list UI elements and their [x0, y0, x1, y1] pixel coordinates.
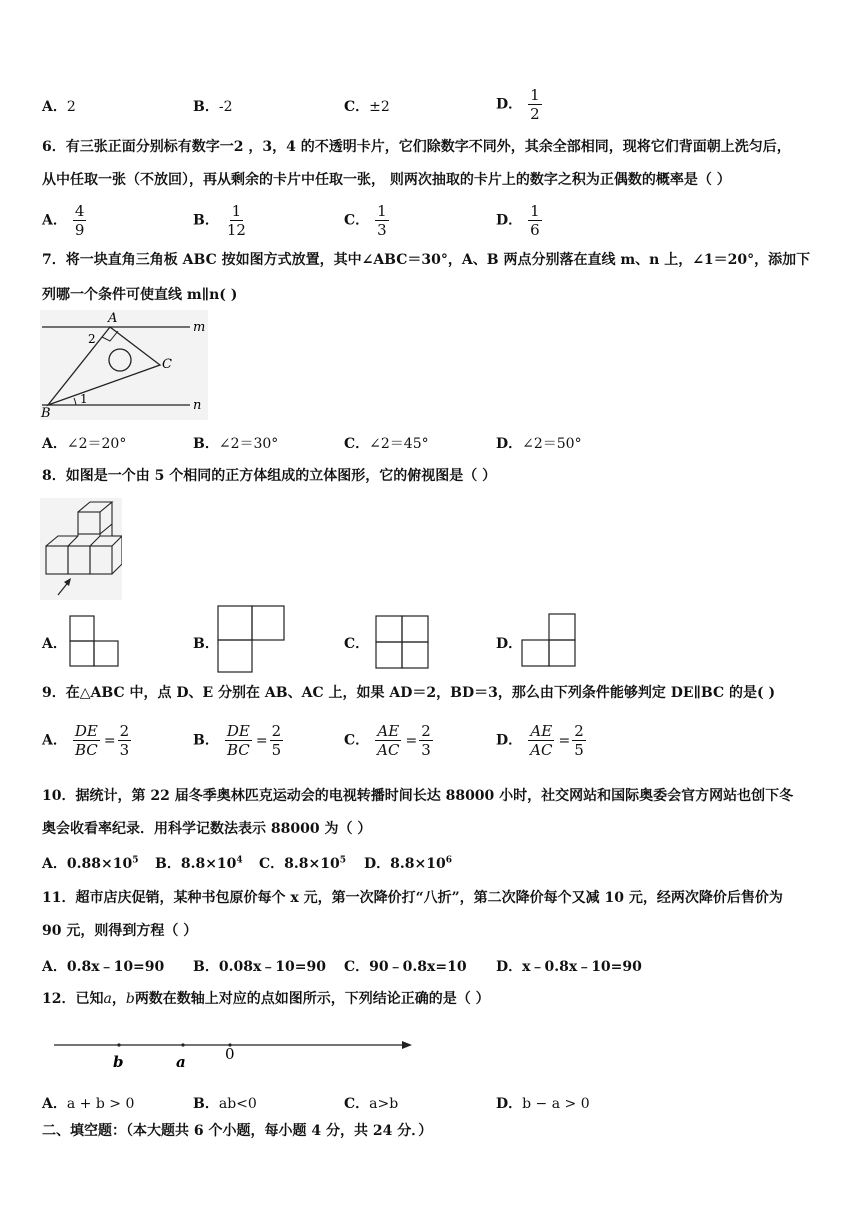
fraction: $\frac{AE}{AC}$ — [377, 722, 400, 759]
equation — [369, 722, 433, 759]
label-b: b — [113, 1053, 124, 1071]
fraction: $\frac{4}{9}$ — [74, 202, 85, 239]
fraction: $\frac{1}{12}$ — [226, 202, 246, 239]
square — [549, 614, 575, 640]
q8-option-d-figure — [520, 612, 578, 668]
square — [549, 640, 575, 666]
q12-option-c: C．a>b — [344, 1096, 399, 1112]
label-m: m — [193, 320, 206, 335]
label-b: B — [41, 406, 51, 421]
q12-number-line — [50, 1034, 420, 1074]
q9-option-d: D． $\frac{AE}{AC}$ = $\frac{2}{5}$ — [496, 722, 584, 759]
q8-option-c: C． — [344, 636, 370, 652]
fraction: $\frac{2}{5}$ — [271, 722, 282, 759]
square — [402, 642, 428, 668]
q11-option-a: A．0.8x﹣10=90 — [42, 959, 165, 975]
fraction: $\frac{1}{3}$ — [377, 202, 387, 239]
label-angle-2: 2 — [88, 332, 96, 346]
label-zero: 0 — [225, 1045, 235, 1063]
q10-text-line1: 10．据统计，第 22 届冬季奥林匹克运动会的电视转播时间长达 88000 小时，社交网站和国际奥委会官方网站也创下冬 — [42, 788, 794, 804]
square — [522, 640, 549, 666]
q6-text-line1: 6．有三张正面分别标有数字一2 ，3，4 的不透明卡片，它们除数字不同外，其余全部相同，现将它们背面朝上洗匀后， — [42, 139, 791, 155]
square — [402, 616, 428, 642]
q7-triangle-figure — [40, 310, 210, 422]
q8-option-a-figure — [68, 614, 120, 668]
q12-option-b: B．ab<0 — [193, 1096, 257, 1112]
q10-option-b: B．$8.8\times 10^4$ — [155, 855, 243, 872]
label-angle-1: 1 — [80, 392, 88, 406]
q11-text-line2: 90 元，则得到方程（ ） — [42, 923, 198, 939]
square — [94, 641, 118, 666]
q5-option-d: D． $\frac{1}{2}$ — [496, 86, 540, 123]
q12-option-a: A．a + b > 0 — [42, 1096, 135, 1112]
equation — [219, 722, 283, 759]
q11-option-d: D．x﹣0.8x﹣10=90 — [496, 959, 642, 975]
q10-option-d: D．$8.8\times 10^6$ — [364, 855, 452, 872]
equation — [522, 722, 586, 759]
q7-option-c: C．∠2＝45° — [344, 436, 429, 452]
square — [70, 641, 94, 666]
equals-sign: = — [558, 732, 571, 749]
q8-option-c-figure — [374, 614, 430, 670]
fraction: $\frac{DE}{BC}$ — [74, 722, 98, 759]
point-b — [117, 1043, 120, 1046]
number-line-arrow-head — [402, 1041, 412, 1049]
q12-option-d: D．b − a > 0 — [496, 1096, 590, 1112]
q11-text-line1: 11．超市店庆促销，某种书包原价每个 x 元，第一次降价打“八折”，第二次降价每个又减 10 元，经两次降价后售价为 — [42, 890, 783, 906]
q6-option-d: D． $\frac{1}{6}$ — [496, 202, 540, 239]
q5-option-c: C．±2 — [344, 99, 390, 115]
q9-text-line1: 9．在△ABC 中，点 D、E 分别在 AB、AC 上，如果 AD＝2，BD＝3，那么由下列条件能够判定 DE∥BC 的是( ) — [42, 685, 776, 701]
q8-cube-figure — [40, 498, 122, 600]
fraction: $\frac{1}{2}$ — [530, 86, 540, 123]
q8-text-line1: 8．如图是一个由 5 个相同的正方体组成的立体图形，它的俯视图是（ ） — [42, 468, 497, 484]
section2-title: 二、填空题：（本大题共 6 个小题，每小题 4 分，共 24 分．） — [42, 1123, 433, 1139]
square — [218, 640, 252, 672]
q11-option-b: B．0.08x﹣10=90 — [193, 959, 326, 975]
q5-option-a: A．2 — [42, 99, 76, 115]
q7-text-line1: 7．将一块直角三角板 ABC 按如图方式放置，其中∠ABC＝30°，A、B 两点分别落在直线 m、n 上，∠1＝20°，添加下 — [42, 252, 811, 268]
square — [218, 606, 252, 640]
q7-text-line2: 列哪一个条件可使直线 m∥n( ) — [42, 287, 238, 303]
q8-option-a: A． — [42, 636, 67, 652]
fraction: $\frac{AE}{AC}$ — [530, 722, 553, 759]
q9-option-c: C． $\frac{AE}{AC}$ = $\frac{2}{3}$ — [344, 722, 431, 759]
square — [376, 642, 402, 668]
label-a: a — [176, 1053, 186, 1071]
fraction: $\frac{2}{5}$ — [574, 722, 584, 759]
q10-option-c: C．$8.8\times 10^5$ — [259, 855, 346, 872]
label-a: A — [108, 311, 118, 326]
equals-sign: = — [255, 732, 268, 749]
fraction: $\frac{1}{6}$ — [530, 202, 540, 239]
fraction: $\frac{2}{3}$ — [421, 722, 431, 759]
q8-option-d: D． — [496, 636, 523, 652]
q9-option-a: A． $\frac{DE}{BC}$ = $\frac{2}{3}$ — [42, 722, 130, 759]
q12-text-line1: 12．已知a，b两数在数轴上对应的点如图所示，下列结论正确的是（ ） — [42, 991, 490, 1007]
label-n: n — [193, 398, 202, 413]
equals-sign: = — [103, 732, 116, 749]
q9-option-b: B． $\frac{DE}{BC}$ = $\frac{2}{5}$ — [193, 722, 282, 759]
q7-option-a: A．∠2＝20° — [42, 436, 127, 452]
q6-option-c: C． $\frac{1}{3}$ — [344, 202, 387, 239]
equals-sign: = — [405, 732, 418, 749]
q7-option-b: B．∠2＝30° — [193, 436, 279, 452]
square — [376, 616, 402, 642]
q5-option-b: B．-2 — [193, 99, 233, 115]
q7-option-d: D．∠2＝50° — [496, 436, 582, 452]
square — [252, 606, 284, 640]
equation — [67, 722, 131, 759]
fraction: $\frac{DE}{BC}$ — [226, 722, 250, 759]
q6-option-a: A． $\frac{4}{9}$ — [42, 202, 85, 239]
q10-option-a: A．$0.88\times 10^5$ — [42, 855, 139, 872]
q6-text-line2: 从中任取一张（不放回），再从剩余的卡片中任取一张， 则两次抽取的卡片上的数字之积为正偶数的概率是（ ） — [42, 172, 731, 188]
q8-option-b-figure — [216, 604, 288, 676]
figure-background — [40, 498, 122, 600]
label-c: C — [162, 357, 172, 372]
square — [70, 616, 94, 641]
q10-text-line2: 奥会收看率纪录．用科学记数法表示 88000 为（ ） — [42, 821, 372, 837]
q8-option-b: B． — [193, 636, 219, 652]
point-a — [181, 1043, 184, 1046]
q6-option-b: B． $\frac{1}{12}$ — [193, 202, 246, 239]
q11-option-c: C．90﹣0.8x=10 — [344, 959, 467, 975]
fraction: $\frac{2}{3}$ — [119, 722, 130, 759]
